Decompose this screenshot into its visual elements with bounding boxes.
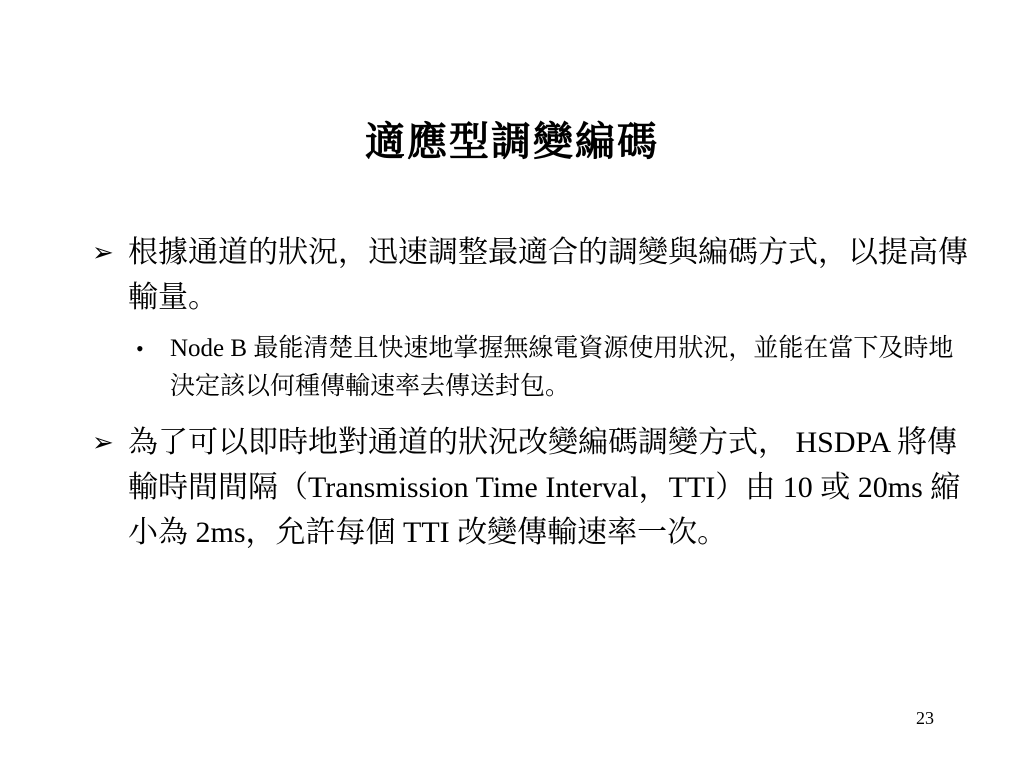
bullet-text: 為了可以即時地對通道的狀況改變編碼調變方式， HSDPA 將傳輸時間間隔（Transmission Time Interval，TTI）由 10 或 20ms 縮小為 2ms，允許每個 TTI 改變傳輸速率一次。 — [128, 426, 961, 549]
arrow-bullet-icon: ➢ — [92, 428, 114, 457]
slide-title: 適應型調變編碼 — [365, 119, 659, 164]
sub-bullet-item-1 — [136, 330, 960, 406]
dot-bullet-icon: • — [136, 336, 144, 361]
bullet-list — [90, 230, 970, 565]
arrow-bullet-icon: ➢ — [92, 238, 114, 267]
bullet-item-2 — [90, 420, 970, 555]
bullet-text: 根據通道的狀況，迅速調整最適合的調變與編碼方式，以提高傳輸量。 — [128, 236, 968, 314]
page-number: 23 — [916, 708, 934, 728]
bullet-item-1 — [90, 230, 970, 320]
sub-bullet-text: Node B 最能清楚且快速地掌握無線電資源使用狀況，並能在當下及時地決定該以何種傳輸速率去傳送封包。 — [170, 335, 954, 400]
